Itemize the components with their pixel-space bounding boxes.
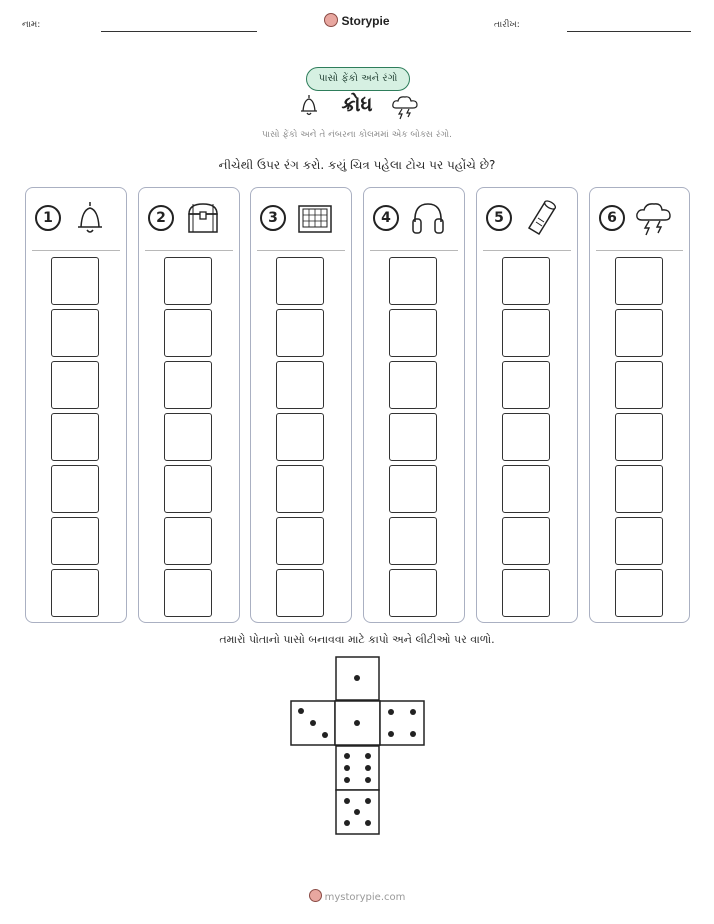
column-6 [589, 187, 690, 623]
headphones-icon [408, 198, 448, 238]
color-box[interactable] [276, 361, 324, 409]
dice-net[interactable] [290, 656, 426, 836]
color-box[interactable] [164, 465, 212, 513]
color-box[interactable] [51, 361, 99, 409]
column-divider [145, 250, 233, 251]
dice-face-right [380, 701, 424, 745]
number-badge: 1 [35, 205, 61, 231]
date-label: તારીખ: [494, 20, 520, 30]
number-badge: 2 [148, 205, 174, 231]
column-divider [32, 250, 120, 251]
color-box[interactable] [164, 569, 212, 617]
column-divider [483, 250, 571, 251]
color-box[interactable] [276, 257, 324, 305]
column-divider [370, 250, 458, 251]
color-box[interactable] [615, 465, 663, 513]
color-box[interactable] [51, 465, 99, 513]
puzzle-board-icon [295, 198, 335, 238]
brand-name: Storypie [341, 14, 390, 28]
column-3 [250, 187, 352, 623]
column-5 [476, 187, 578, 623]
color-box[interactable] [502, 413, 550, 461]
column-4 [363, 187, 465, 623]
brand-logo [0, 13, 714, 28]
color-box[interactable] [389, 517, 437, 565]
footer-url[interactable]: mystorypie.com [324, 892, 406, 903]
color-box[interactable] [615, 517, 663, 565]
number-badge: 6 [599, 205, 625, 231]
page-title: ક્રોધ [341, 92, 373, 116]
color-box[interactable] [389, 361, 437, 409]
color-box[interactable] [502, 309, 550, 357]
color-box[interactable] [389, 257, 437, 305]
number-badge: 5 [486, 205, 512, 231]
color-box[interactable] [615, 413, 663, 461]
color-box[interactable] [389, 465, 437, 513]
color-box[interactable] [51, 517, 99, 565]
question: નીચેથી ઉપર રંગ કરો. કયું ચિત્ર પહેલા ટોચ પર પહોંચે છે? [218, 158, 496, 172]
column-divider [596, 250, 683, 251]
number-badge: 3 [260, 205, 286, 231]
color-box[interactable] [276, 465, 324, 513]
bear-logo-icon [324, 13, 338, 27]
name-line[interactable] [101, 31, 257, 32]
color-box[interactable] [164, 309, 212, 357]
color-box[interactable] [51, 413, 99, 461]
dice-instruction: તમારો પોતાનો પાસો બનાવવા માટે કાપો અને લીટીઓ પર વાળો. [219, 633, 495, 646]
color-box[interactable] [615, 361, 663, 409]
number-badge: 4 [373, 205, 399, 231]
color-box[interactable] [389, 309, 437, 357]
color-box[interactable] [502, 361, 550, 409]
storm-cloud-icon [634, 198, 674, 238]
color-box[interactable] [276, 517, 324, 565]
color-box[interactable] [276, 569, 324, 617]
color-box[interactable] [164, 413, 212, 461]
column-divider [257, 250, 345, 251]
color-box[interactable] [389, 569, 437, 617]
color-box[interactable] [164, 361, 212, 409]
color-box[interactable] [51, 569, 99, 617]
color-box[interactable] [502, 465, 550, 513]
color-box[interactable] [164, 257, 212, 305]
scroll-icon [521, 198, 561, 238]
color-box[interactable] [276, 413, 324, 461]
color-box[interactable] [502, 257, 550, 305]
color-box[interactable] [615, 257, 663, 305]
bell-icon [70, 198, 110, 238]
color-box[interactable] [502, 517, 550, 565]
color-box[interactable] [164, 517, 212, 565]
footer [0, 889, 714, 903]
dice-face-bottom [336, 746, 379, 790]
column-1 [25, 187, 127, 623]
color-box[interactable] [502, 569, 550, 617]
column-2 [138, 187, 240, 623]
date-line[interactable] [567, 31, 691, 32]
treasure-chest-icon [183, 198, 223, 238]
subtitle: પાસો ફેંકો અને તે નંબરના કોલમમાં એક બોક્સ રંગો. [261, 130, 453, 140]
name-label: નામ: [22, 20, 41, 30]
activity-pill: પાસો ફેંકો અને રંગો [306, 67, 410, 91]
color-box[interactable] [389, 413, 437, 461]
color-box[interactable] [51, 257, 99, 305]
bear-logo-icon [309, 889, 322, 902]
color-box[interactable] [51, 309, 99, 357]
color-box[interactable] [615, 309, 663, 357]
color-box[interactable] [276, 309, 324, 357]
storm-cloud-icon [390, 92, 420, 120]
color-box[interactable] [615, 569, 663, 617]
